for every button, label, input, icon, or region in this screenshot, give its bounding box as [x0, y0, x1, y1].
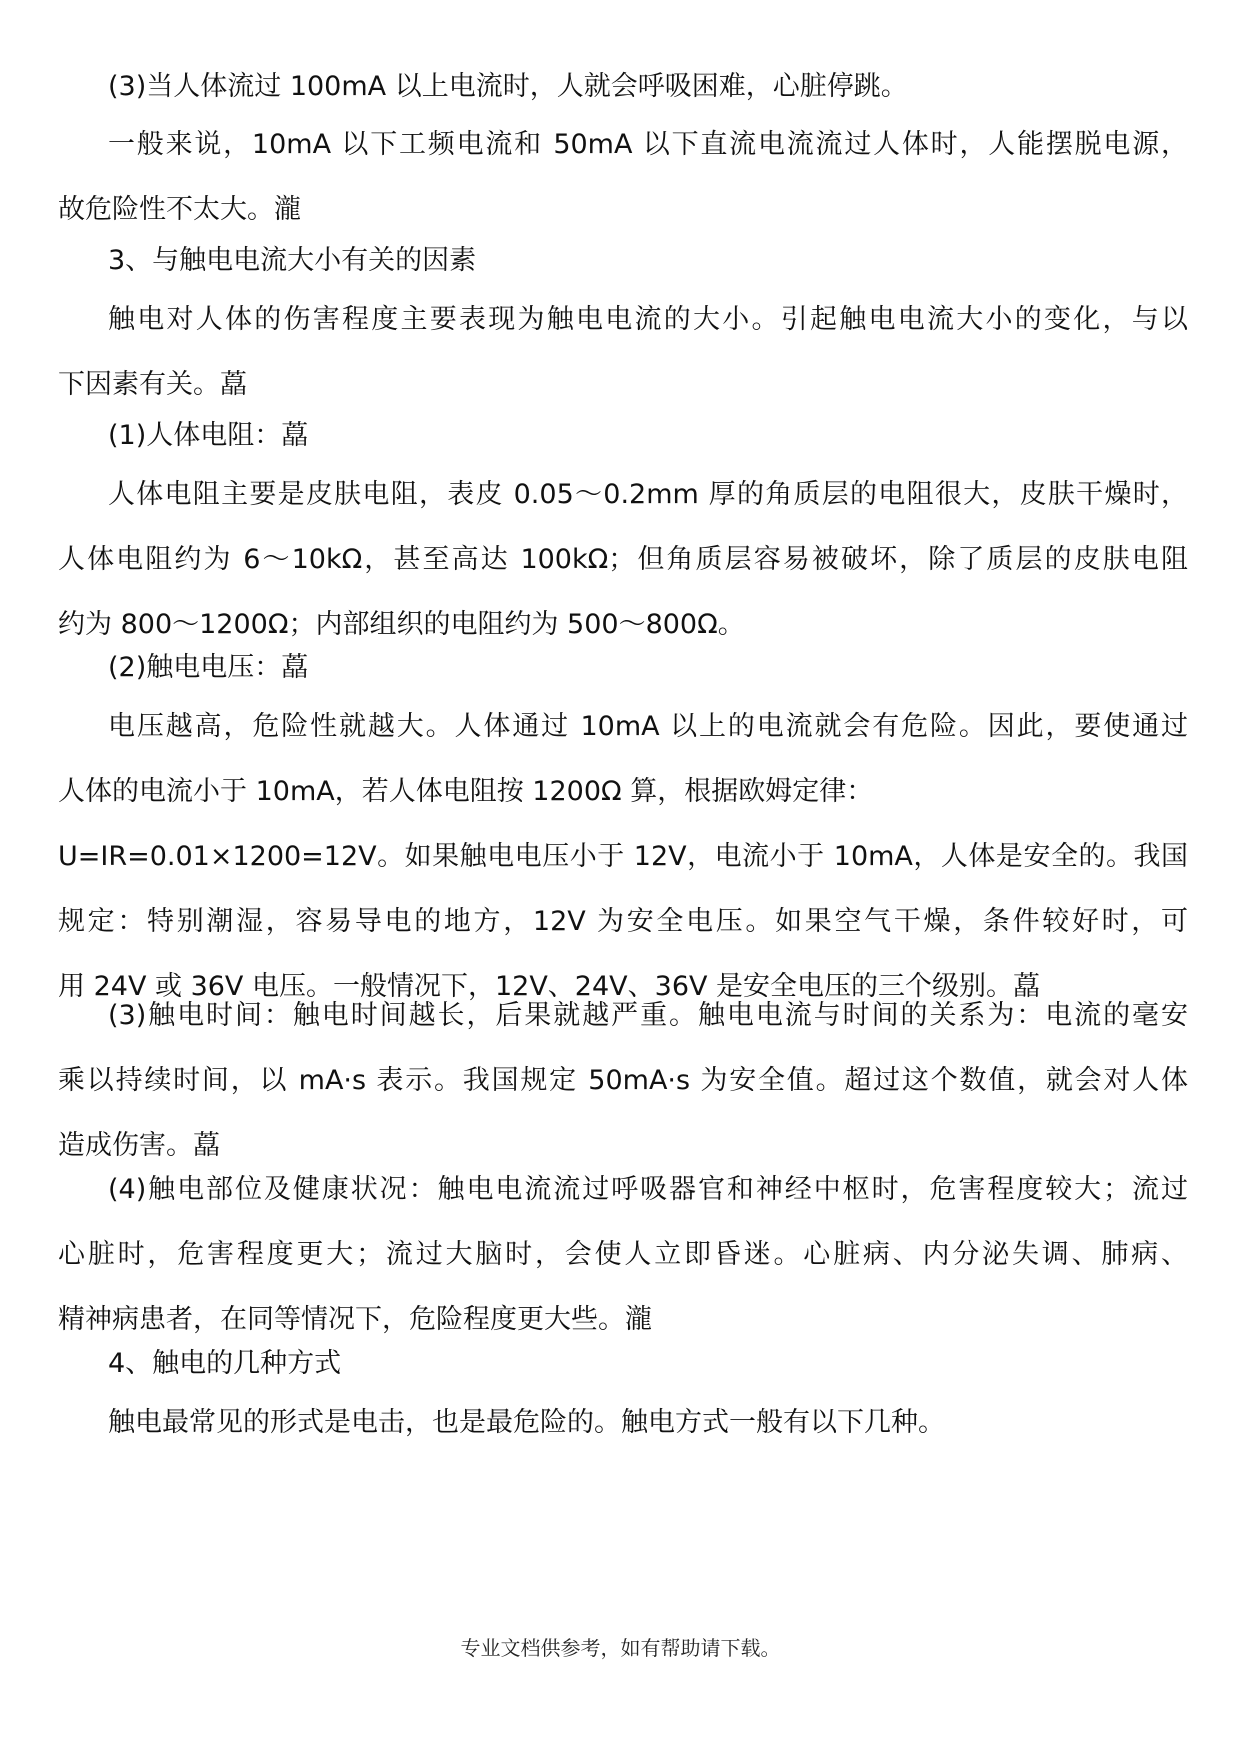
text-line: 电压越高，危险性就越大。人体通过 10mA 以上的电流就会有危险。因此，要使通过	[108, 711, 1188, 742]
text-line: 下因素有关。藠	[58, 369, 247, 400]
section-heading-3	[58, 228, 1188, 293]
text-line: 乘以持续时间，以 mA·s 表示。我国规定 50mA·s 为安全值。超过这个数值，就会对人体	[58, 1065, 1188, 1096]
paragraph-current-100ma	[58, 54, 1188, 119]
paragraph-shock-types-intro	[58, 1390, 1188, 1455]
text-line: 3、与触电电流大小有关的因素	[108, 245, 477, 276]
text-line: 人体电阻主要是皮肤电阻，表皮 0.05～0.2mm 厚的角质层的电阻很大，皮肤干燥时，	[108, 479, 1188, 510]
text-line: 造成伤害。藠	[58, 1130, 220, 1161]
subheading-body-resistance	[58, 403, 1188, 468]
text-line: 人体的电流小于 10mA，若人体电阻按 1200Ω 算，根据欧姆定律：	[58, 776, 874, 807]
section-heading-4	[58, 1331, 1188, 1396]
paragraph-general-current	[58, 112, 1188, 242]
paragraph-shock-location	[58, 1157, 1188, 1352]
text-line: 人体电阻约为 6～10kΩ，甚至高达 100kΩ；但角质层容易被破坏，除了质层的皮肤电阻	[58, 544, 1188, 575]
text-line: 规定：特别潮湿，容易导电的地方，12V 为安全电压。如果空气干燥，条件较好时，可	[58, 906, 1188, 937]
text-line: (3)当人体流过 100mA 以上电流时，人就会呼吸困难，心脏停跳。	[108, 71, 908, 102]
text-line: 约为 800～1200Ω；内部组织的电阻约为 500～800Ω。	[58, 609, 745, 640]
text-line: 心脏时，危害程度更大；流过大脑时，会使人立即昏迷。心脏病、内分泌失调、肺病、	[58, 1239, 1188, 1270]
paragraph-voltage	[58, 694, 1188, 1019]
text-line: 精神病患者，在同等情况下，危险程度更大些。瀧	[58, 1304, 652, 1335]
paragraph-shock-time	[58, 983, 1188, 1178]
paragraph-body-resistance	[58, 462, 1188, 657]
text-line: 一般来说，10mA 以下工频电流和 50mA 以下直流电流流过人体时，人能摆脱电源，	[108, 129, 1188, 160]
text-line: U=IR=0.01×1200=12V。如果触电电压小于 12V，电流小于 10mA，人体是安全的。我国	[58, 841, 1188, 872]
text-line: 故危险性不太大。瀧	[58, 194, 301, 225]
text-line: 触电对人体的伤害程度主要表现为触电电流的大小。引起触电电流大小的变化，与以	[108, 304, 1188, 335]
page-footer: 专业文档供参考，如有帮助请下载。	[460, 1636, 781, 1660]
text-line: 用 24V 或 36V 电压。一般情况下，12V、24V、36V 是安全电压的三个级别。藠	[58, 971, 1041, 1002]
paragraph-factors-intro	[58, 287, 1188, 417]
text-line: 触电最常见的形式是电击，也是最危险的。触电方式一般有以下几种。	[108, 1407, 945, 1438]
text-line: (4)触电部位及健康状况：触电电流流过呼吸器官和神经中枢时，危害程度较大；流过	[108, 1174, 1188, 1205]
text-line: (1)人体电阻：藠	[108, 420, 309, 451]
text-line: (3)触电时间：触电时间越长，后果就越严重。触电电流与时间的关系为：电流的毫安	[108, 1000, 1188, 1031]
subheading-voltage	[58, 635, 1188, 700]
text-line: (2)触电电压：藠	[108, 652, 309, 683]
text-line: 4、触电的几种方式	[108, 1348, 342, 1379]
